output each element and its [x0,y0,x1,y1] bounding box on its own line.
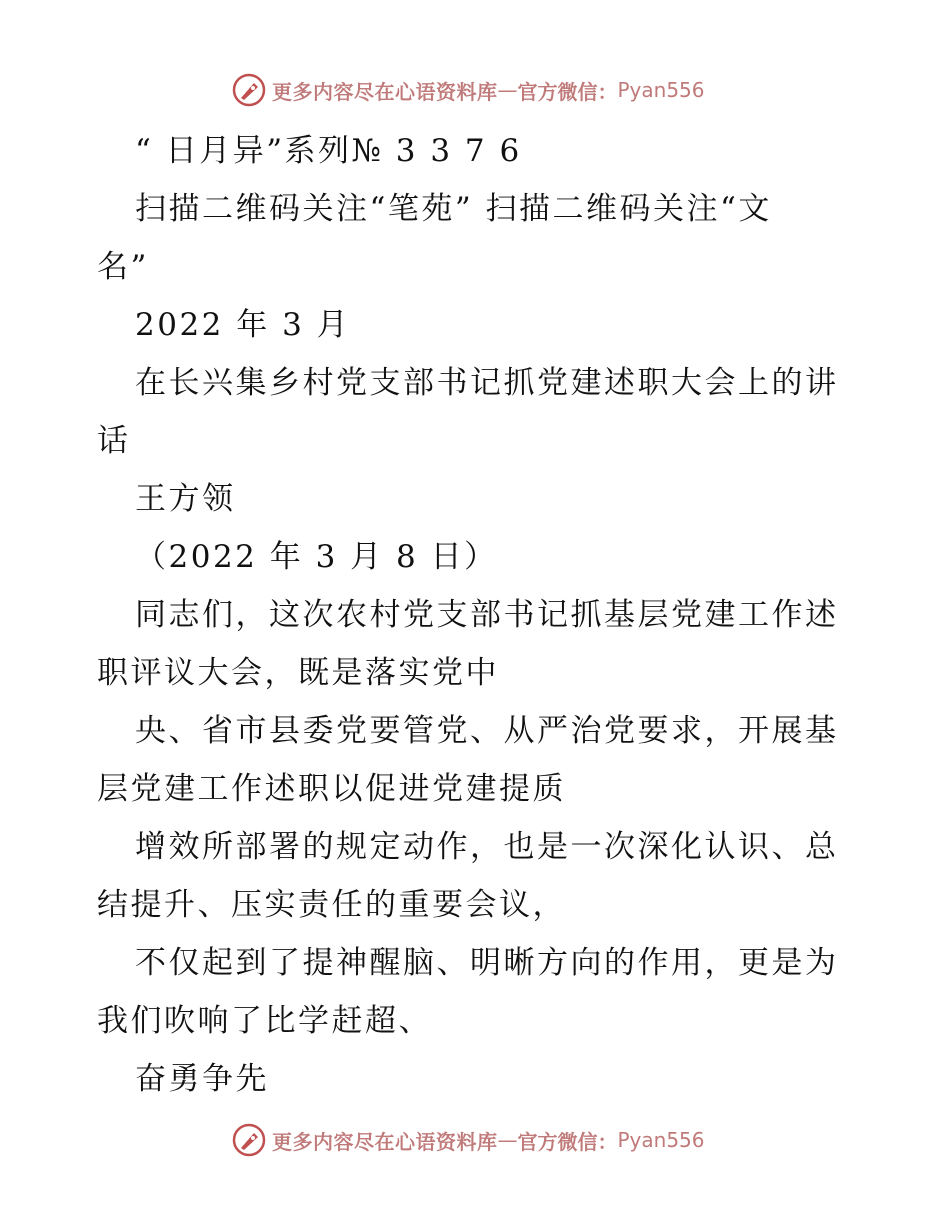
banner-main-text: 更多内容尽在心语资料库 [272,79,498,104]
footer-banner [232,1122,705,1158]
paragraph-5: 奋勇争先 [135,1061,269,1097]
paragraph-1-line-1: 同志们，这次农村党支部书记抓基层党建工作述 [135,597,839,633]
speech-title-line-1: 在长兴集乡村党支部书记抓党建述职大会上的讲 [135,365,839,401]
document-body [97,122,857,1108]
banner-wechat-label: 官方微信： [517,1129,618,1154]
paragraph-3-line-1: 增效所部署的规定动作，也是一次深化认识、总 [135,829,839,865]
qr-notice-line-1: 扫描二维码关注“笔苑” 扫描二维码关注“文 [135,191,772,227]
pen-nib-logo-icon [232,1123,266,1157]
series-number: “ 日月异”系列№ 3 3 7 6 [135,133,522,169]
header-banner [232,72,705,108]
paragraph-3-line-2: 结提升、压实责任的重要会议， [97,887,566,923]
paragraph-1-line-2: 职评议大会，既是落实党中 [97,655,499,691]
banner-wechat-id: Pyan556 [617,1128,705,1152]
banner-main-text: 更多内容尽在心语资料库 [272,1129,498,1154]
paragraph-4-line-2: 我们吹响了比学赶超、 [97,1003,432,1039]
issue-date: 2022 年 3 月 [135,307,351,343]
paragraph-2-line-2: 层党建工作述职以促进党建提质 [97,771,566,807]
paragraph-4-line-1: 不仅起到了提神醒脑、明晰方向的作用，更是为 [135,945,839,981]
banner-wechat-label: 官方微信： [517,79,618,104]
paragraph-2-line-1: 央、省市县委党要管党、从严治党要求，开展基 [135,713,839,749]
banner-separator: — [497,1128,518,1152]
pen-nib-logo-icon [232,73,266,107]
speech-author: 王方领 [135,481,236,517]
banner-separator: — [497,78,518,102]
speech-date: （2022 年 3 月 8 日） [135,539,498,575]
qr-notice-line-2: 名” [97,249,149,285]
banner-wechat-id: Pyan556 [617,78,705,102]
speech-title-line-2: 话 [97,423,131,459]
